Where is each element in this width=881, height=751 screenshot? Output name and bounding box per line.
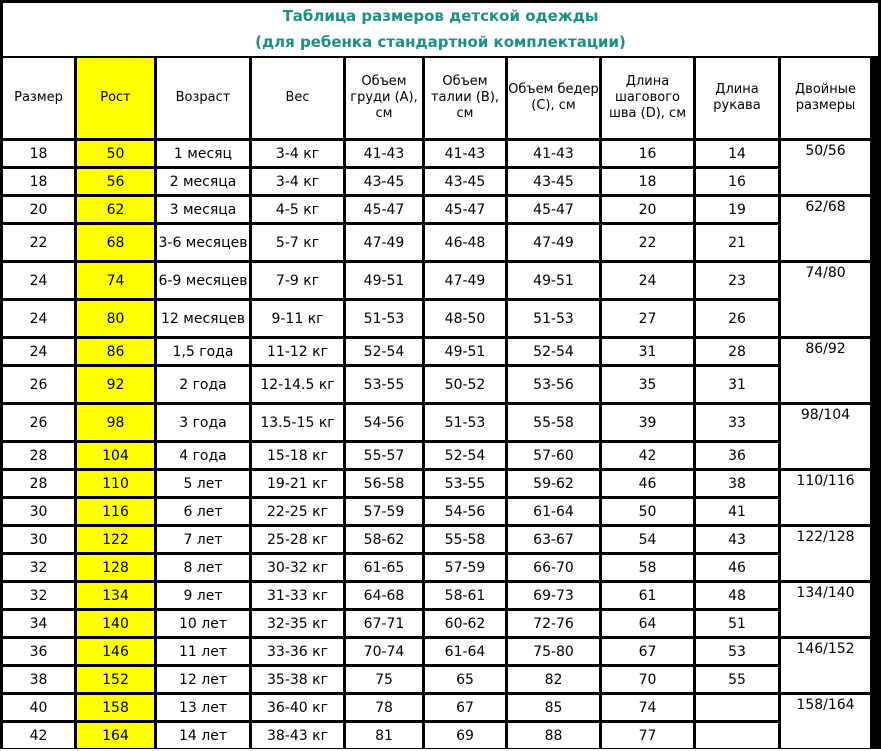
cell-chest: 53-55 <box>346 367 422 402</box>
table-row <box>3 301 870 336</box>
cell-inseam: 31 <box>602 339 693 364</box>
header-inseam: Длина шагового шва (D), см <box>602 58 693 138</box>
cell-height: 104 <box>77 443 154 468</box>
cell-dual-size: 146/152 <box>781 639 870 692</box>
cell-age: 11 лет <box>157 639 249 664</box>
cell-age: 3-6 месяцев <box>157 225 249 260</box>
cell-hips: 69-73 <box>508 583 599 608</box>
cell-chest: 47-49 <box>346 225 422 260</box>
cell-height: 80 <box>77 301 154 336</box>
cell-chest: 61-65 <box>346 555 422 580</box>
cell-weight: 11-12 кг <box>252 339 343 364</box>
cell-chest: 81 <box>346 723 422 748</box>
cell-inseam: 74 <box>602 695 693 720</box>
cell-waist: 55-58 <box>425 527 505 552</box>
title-line-1: Таблица размеров детской одежды <box>282 7 599 25</box>
cell-hips: 63-67 <box>508 527 599 552</box>
cell-inseam: 42 <box>602 443 693 468</box>
cell-size: 26 <box>3 405 74 440</box>
cell-height: 152 <box>77 667 154 692</box>
cell-dual-size: 122/128 <box>781 527 870 580</box>
cell-inseam: 54 <box>602 527 693 552</box>
cell-chest: 64-68 <box>346 583 422 608</box>
cell-waist: 43-45 <box>425 169 505 194</box>
cell-weight: 35-38 кг <box>252 667 343 692</box>
table-row <box>3 555 870 580</box>
cell-waist: 41-43 <box>425 141 505 166</box>
cell-hips: 85 <box>508 695 599 720</box>
cell-age: 1,5 года <box>157 339 249 364</box>
cell-chest: 41-43 <box>346 141 422 166</box>
cell-height: 62 <box>77 197 154 222</box>
cell-age: 12 месяцев <box>157 301 249 336</box>
cell-height: 140 <box>77 611 154 636</box>
size-table <box>0 55 873 751</box>
cell-age: 12 лет <box>157 667 249 692</box>
cell-height: 86 <box>77 339 154 364</box>
cell-inseam: 27 <box>602 301 693 336</box>
cell-chest: 78 <box>346 695 422 720</box>
cell-waist: 52-54 <box>425 443 505 468</box>
cell-inseam: 70 <box>602 667 693 692</box>
cell-height: 128 <box>77 555 154 580</box>
table-row <box>3 695 870 720</box>
cell-hips: 52-54 <box>508 339 599 364</box>
table-row <box>3 141 870 166</box>
cell-chest: 52-54 <box>346 339 422 364</box>
cell-inseam: 35 <box>602 367 693 402</box>
cell-weight: 5-7 кг <box>252 225 343 260</box>
cell-chest: 54-56 <box>346 405 422 440</box>
cell-age: 6 лет <box>157 499 249 524</box>
cell-chest: 43-45 <box>346 169 422 194</box>
cell-sleeve: 53 <box>696 639 778 664</box>
cell-sleeve: 19 <box>696 197 778 222</box>
cell-dual-size: 86/92 <box>781 339 870 402</box>
table-row <box>3 169 870 194</box>
cell-weight: 19-21 кг <box>252 471 343 496</box>
cell-weight: 3-4 кг <box>252 169 343 194</box>
cell-inseam: 61 <box>602 583 693 608</box>
cell-hips: 51-53 <box>508 301 599 336</box>
cell-waist: 46-48 <box>425 225 505 260</box>
table-row <box>3 197 870 222</box>
cell-size: 42 <box>3 723 74 748</box>
cell-size: 26 <box>3 367 74 402</box>
cell-height: 68 <box>77 225 154 260</box>
table-row <box>3 723 870 748</box>
cell-size: 34 <box>3 611 74 636</box>
cell-sleeve: 21 <box>696 225 778 260</box>
cell-age: 7 лет <box>157 527 249 552</box>
cell-dual-size: 74/80 <box>781 263 870 336</box>
cell-hips: 59-62 <box>508 471 599 496</box>
cell-sleeve <box>696 695 778 720</box>
cell-weight: 25-28 кг <box>252 527 343 552</box>
cell-sleeve: 23 <box>696 263 778 298</box>
cell-weight: 36-40 кг <box>252 695 343 720</box>
cell-chest: 56-58 <box>346 471 422 496</box>
cell-height: 122 <box>77 527 154 552</box>
cell-weight: 15-18 кг <box>252 443 343 468</box>
cell-chest: 67-71 <box>346 611 422 636</box>
table-row <box>3 639 870 664</box>
cell-dual-size: 62/68 <box>781 197 870 260</box>
table-row <box>3 405 870 440</box>
cell-waist: 58-61 <box>425 583 505 608</box>
cell-sleeve: 55 <box>696 667 778 692</box>
cell-height: 146 <box>77 639 154 664</box>
cell-age: 1 месяц <box>157 141 249 166</box>
cell-height: 116 <box>77 499 154 524</box>
cell-age: 9 лет <box>157 583 249 608</box>
cell-inseam: 20 <box>602 197 693 222</box>
cell-waist: 60-62 <box>425 611 505 636</box>
cell-inseam: 77 <box>602 723 693 748</box>
header-hips: Объем бедер (С), см <box>508 58 599 138</box>
table-row <box>3 611 870 636</box>
cell-hips: 61-64 <box>508 499 599 524</box>
cell-age: 3 года <box>157 405 249 440</box>
cell-height: 134 <box>77 583 154 608</box>
cell-age: 14 лет <box>157 723 249 748</box>
cell-sleeve: 48 <box>696 583 778 608</box>
cell-size: 24 <box>3 339 74 364</box>
cell-sleeve: 28 <box>696 339 778 364</box>
cell-size: 24 <box>3 301 74 336</box>
cell-inseam: 58 <box>602 555 693 580</box>
cell-size: 40 <box>3 695 74 720</box>
cell-age: 10 лет <box>157 611 249 636</box>
cell-size: 24 <box>3 263 74 298</box>
cell-weight: 3-4 кг <box>252 141 343 166</box>
cell-hips: 72-76 <box>508 611 599 636</box>
header-weight: Вес <box>252 58 343 138</box>
cell-size: 32 <box>3 583 74 608</box>
cell-weight: 9-11 кг <box>252 301 343 336</box>
cell-height: 158 <box>77 695 154 720</box>
cell-weight: 30-32 кг <box>252 555 343 580</box>
cell-sleeve: 36 <box>696 443 778 468</box>
cell-age: 5 лет <box>157 471 249 496</box>
cell-age: 6-9 месяцев <box>157 263 249 298</box>
cell-inseam: 22 <box>602 225 693 260</box>
table-row <box>3 499 870 524</box>
cell-dual-size: 134/140 <box>781 583 870 636</box>
cell-waist: 51-53 <box>425 405 505 440</box>
table-row <box>3 339 870 364</box>
cell-size: 18 <box>3 169 74 194</box>
cell-size: 30 <box>3 527 74 552</box>
cell-chest: 45-47 <box>346 197 422 222</box>
table-row <box>3 583 870 608</box>
cell-sleeve: 38 <box>696 471 778 496</box>
header-dual-sizes: Двойные размеры <box>781 58 870 138</box>
cell-sleeve: 16 <box>696 169 778 194</box>
cell-waist: 50-52 <box>425 367 505 402</box>
cell-age: 13 лет <box>157 695 249 720</box>
cell-hips: 75-80 <box>508 639 599 664</box>
cell-sleeve: 51 <box>696 611 778 636</box>
cell-chest: 55-57 <box>346 443 422 468</box>
table-row <box>3 367 870 402</box>
cell-sleeve: 26 <box>696 301 778 336</box>
table-row <box>3 667 870 692</box>
cell-age: 2 года <box>157 367 249 402</box>
cell-weight: 13.5-15 кг <box>252 405 343 440</box>
header-age: Возраст <box>157 58 249 138</box>
cell-age: 8 лет <box>157 555 249 580</box>
cell-inseam: 67 <box>602 639 693 664</box>
cell-hips: 82 <box>508 667 599 692</box>
cell-inseam: 39 <box>602 405 693 440</box>
cell-waist: 61-64 <box>425 639 505 664</box>
header-sleeve: Длина рукава <box>696 58 778 138</box>
cell-waist: 47-49 <box>425 263 505 298</box>
cell-inseam: 18 <box>602 169 693 194</box>
header-row <box>3 58 870 138</box>
cell-waist: 67 <box>425 695 505 720</box>
cell-dual-size: 50/56 <box>781 141 870 194</box>
cell-height: 92 <box>77 367 154 402</box>
cell-height: 74 <box>77 263 154 298</box>
cell-sleeve: 46 <box>696 555 778 580</box>
cell-sleeve: 31 <box>696 367 778 402</box>
header-size: Размер <box>3 58 74 138</box>
cell-chest: 70-74 <box>346 639 422 664</box>
header-waist: Объем талии (В), см <box>425 58 505 138</box>
cell-hips: 57-60 <box>508 443 599 468</box>
cell-inseam: 46 <box>602 471 693 496</box>
cell-chest: 58-62 <box>346 527 422 552</box>
table-row <box>3 527 870 552</box>
cell-hips: 66-70 <box>508 555 599 580</box>
cell-weight: 33-36 кг <box>252 639 343 664</box>
cell-inseam: 64 <box>602 611 693 636</box>
cell-waist: 45-47 <box>425 197 505 222</box>
cell-waist: 53-55 <box>425 471 505 496</box>
cell-height: 164 <box>77 723 154 748</box>
header-height: Рост <box>77 58 154 138</box>
cell-sleeve: 14 <box>696 141 778 166</box>
cell-waist: 57-59 <box>425 555 505 580</box>
cell-hips: 55-58 <box>508 405 599 440</box>
cell-size: 36 <box>3 639 74 664</box>
cell-size: 32 <box>3 555 74 580</box>
cell-size: 30 <box>3 499 74 524</box>
table-row <box>3 263 870 298</box>
cell-hips: 47-49 <box>508 225 599 260</box>
cell-size: 28 <box>3 443 74 468</box>
cell-sleeve: 43 <box>696 527 778 552</box>
cell-age: 4 года <box>157 443 249 468</box>
cell-size: 20 <box>3 197 74 222</box>
cell-size: 18 <box>3 141 74 166</box>
cell-sleeve: 41 <box>696 499 778 524</box>
cell-inseam: 16 <box>602 141 693 166</box>
table-title <box>3 3 878 56</box>
cell-chest: 75 <box>346 667 422 692</box>
cell-sleeve: 33 <box>696 405 778 440</box>
table-body <box>3 141 870 748</box>
cell-dual-size: 110/116 <box>781 471 870 524</box>
cell-chest: 57-59 <box>346 499 422 524</box>
cell-height: 98 <box>77 405 154 440</box>
cell-weight: 38-43 кг <box>252 723 343 748</box>
cell-height: 56 <box>77 169 154 194</box>
cell-hips: 53-56 <box>508 367 599 402</box>
table-row <box>3 443 870 468</box>
cell-height: 110 <box>77 471 154 496</box>
cell-size: 38 <box>3 667 74 692</box>
cell-inseam: 50 <box>602 499 693 524</box>
header-chest: Объем груди (А), см <box>346 58 422 138</box>
table-row <box>3 225 870 260</box>
table-row <box>3 471 870 496</box>
cell-dual-size: 98/104 <box>781 405 870 468</box>
cell-waist: 48-50 <box>425 301 505 336</box>
cell-waist: 49-51 <box>425 339 505 364</box>
cell-inseam: 24 <box>602 263 693 298</box>
cell-weight: 4-5 кг <box>252 197 343 222</box>
cell-height: 50 <box>77 141 154 166</box>
cell-waist: 54-56 <box>425 499 505 524</box>
cell-hips: 43-45 <box>508 169 599 194</box>
cell-weight: 7-9 кг <box>252 263 343 298</box>
cell-weight: 22-25 кг <box>252 499 343 524</box>
cell-hips: 45-47 <box>508 197 599 222</box>
cell-weight: 12-14.5 кг <box>252 367 343 402</box>
cell-chest: 51-53 <box>346 301 422 336</box>
cell-weight: 31-33 кг <box>252 583 343 608</box>
cell-weight: 32-35 кг <box>252 611 343 636</box>
cell-hips: 88 <box>508 723 599 748</box>
cell-hips: 49-51 <box>508 263 599 298</box>
cell-size: 22 <box>3 225 74 260</box>
cell-size: 28 <box>3 471 74 496</box>
cell-sleeve <box>696 723 778 748</box>
cell-waist: 65 <box>425 667 505 692</box>
cell-chest: 49-51 <box>346 263 422 298</box>
cell-waist: 69 <box>425 723 505 748</box>
cell-age: 2 месяца <box>157 169 249 194</box>
cell-hips: 41-43 <box>508 141 599 166</box>
cell-age: 3 месяца <box>157 197 249 222</box>
cell-dual-size: 158/164 <box>781 695 870 748</box>
title-line-2: (для ребенка стандартной комплектации) <box>255 33 626 51</box>
